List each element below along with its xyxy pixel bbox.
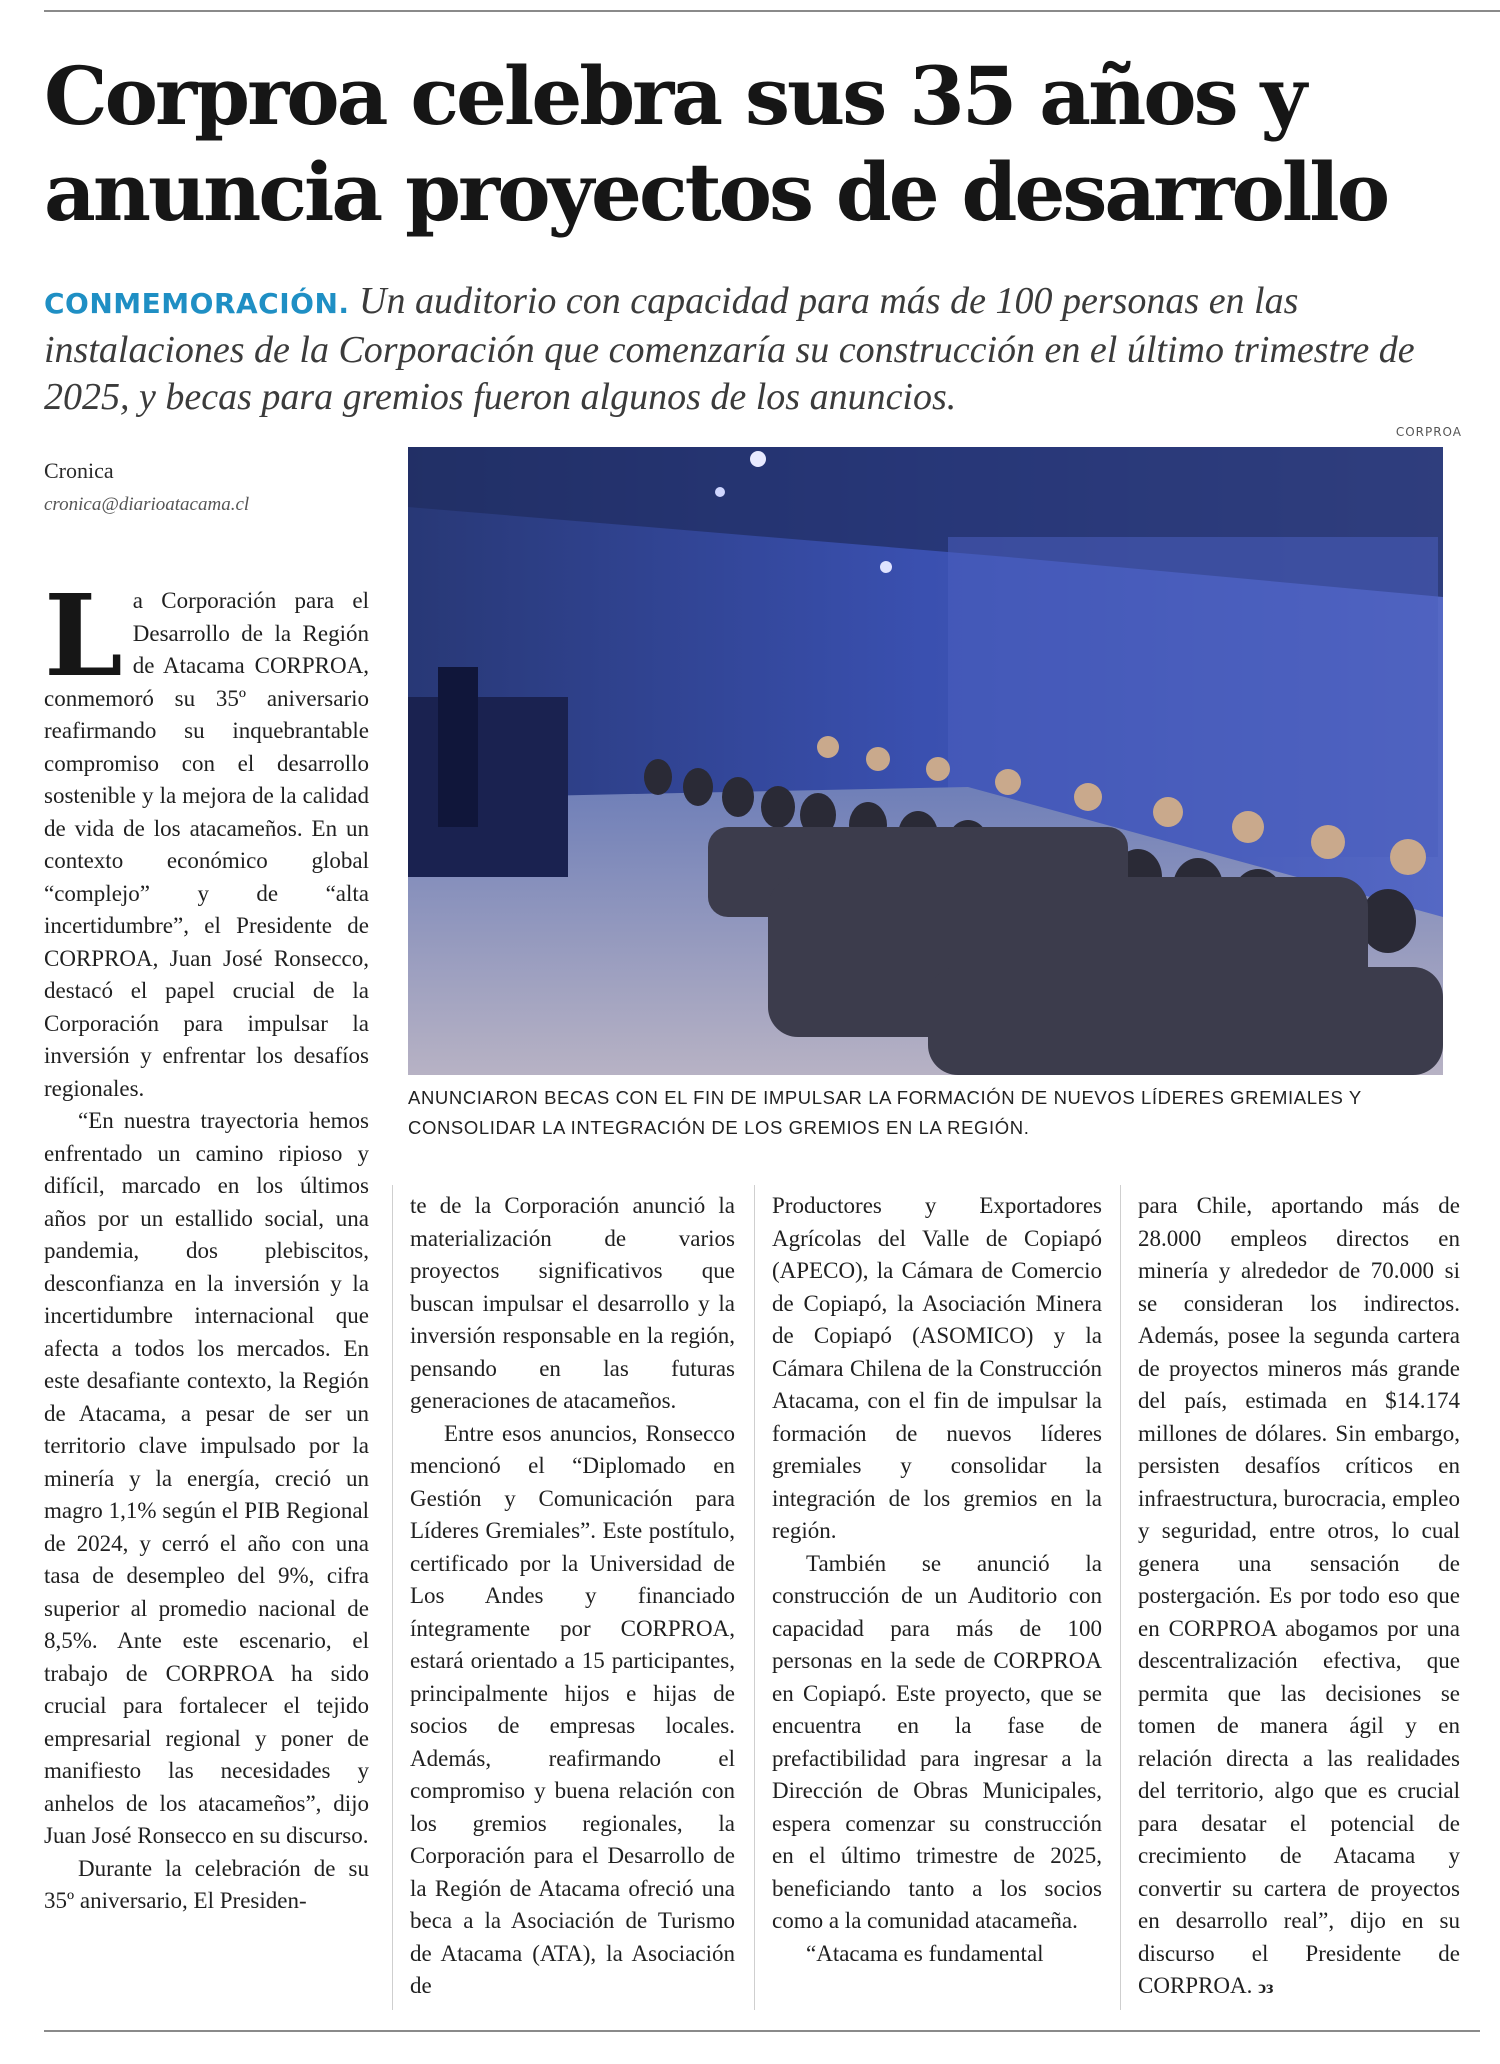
- column-2: [410, 1190, 735, 2003]
- dek-text: Un auditorio con capacidad para más de 100 personas en las instalaciones de la Corporación que comenzaría su construcción en el último trimestre de 2025, y becas para gremios fueron algunos de los anuncios.: [44, 280, 1415, 418]
- event-photo: [408, 447, 1443, 1075]
- kicker: CONMEMORACIÓN.: [44, 287, 350, 320]
- column-4: [1138, 1190, 1460, 2004]
- col1-para-3: Durante la celebración de su 35º aniversario, El Presiden-: [44, 1855, 369, 1913]
- auditorium-illustration: [408, 447, 1443, 1075]
- col1-para-1: La Corporación para el Desarrollo de la Región de Atacama CORPROA, conmemoró su 35º aniversario reafirmando su inquebrantable compromiso con el desarrollo sostenible y la mejora de la calidad de vida de los atacameños. En un contexto económico global “complejo” y de “alta incertidumbre”, el Presidente de CORPROA, Juan José Ronsecco, destacó el papel crucial de la Corporación para impulsar la inversión y enfrentar los desafíos regionales.: [44, 571, 369, 1101]
- col3-para-2: También se anunció la construcción de un Auditorio con capacidad para más de 100 personas en la sede de CORPROA en Copiapó. Este proyecto, que se encuentra en la fase de prefactibilidad para ingresar a la Dirección de Obras Municipales, espera comenzar su construcción en el último trimestre de 2025, beneficiando tanto a los socios como a la comunidad atacameña.: [772, 1550, 1102, 1933]
- byline: [44, 458, 249, 516]
- dek: [44, 278, 1464, 421]
- column-3: [772, 1190, 1102, 1970]
- col3-para-1: Productores y Exportadores Agrícolas del Valle de Copiapó (APECO), la Cámara de Comercio de Copiapó, la Asociación Minera de Copiapó (ASOMICO) y la Cámara Chilena de la Construcción Atacama, con el fin de impulsar la formación de nuevos líderes gremiales y consolidar la integración de los gremios en la región.: [772, 1193, 1102, 1543]
- byline-name: Cronica: [44, 458, 114, 483]
- photo-credit: CORPROA: [1395, 425, 1462, 439]
- photo-caption: ANUNCIARON BECAS CON EL FIN DE IMPULSAR LA FORMACIÓN DE NUEVOS LÍDERES GREMIALES Y CONSOLIDAR LA INTEGRACIÓN DE LOS GREMIOS EN LA REGIÓN.: [408, 1087, 1362, 1138]
- col1-para-2: “En nuestra trayectoria hemos enfrentado un camino ripioso y difícil, marcado en los últimos años por un estallido social, una pandemia, dos plebiscitos, desconfianza en la inversión y la incertidumbre internacional que afecta a todos los mercados. En este desafiante contexto, la Región de Atacama, a pesar de ser un territorio clave impulsado por la minería y la energía, creció un magro 1,1% según el PIB Regional de 2024, y cerró el año con una tasa de desempleo del 9%, cifra superior al promedio nacional de 8,5%. Ante este escenario, el trabajo de CORPROA ha sido crucial para fortalecer el tejido empresarial regional y poner de manifiesto las necesidades y anhelos de los atacameños”, dijo Juan José Ronsecco en su discurso.: [44, 1108, 369, 1848]
- col2-para-2: Entre esos anuncios, Ronsecco mencionó el “Diplomado en Gestión y Comunicación para Líderes Gremiales”. Este postítulo, certificado por la Universidad de Los Andes y financiado íntegramente por CORPROA, estará orientado a 15 participantes, principalmente hijos e hijas de socios de empresas locales. Además, reafirmando el compromiso y buena relación con los gremios regionales, la Corporación para el Desarrollo de la Región de Atacama ofreció una beca a la Asociación de Turismo de Atacama (ATA), la Asociación de: [410, 1420, 735, 1998]
- end-mark: ↄз: [1258, 1977, 1274, 1997]
- drop-cap: L: [44, 571, 123, 702]
- col2-para-1: te de la Corporación anunció la materialización de varios proyectos significativos que buscan impulsar el desarrollo y la inversión responsable en la región, pensando en las futuras generaciones de atacameños.: [410, 1193, 735, 1413]
- col3-para-3: “Atacama es fundamental: [806, 1940, 1044, 1966]
- bottom-rule: [44, 2030, 1480, 2032]
- column-divider: [392, 1185, 393, 2010]
- col4-para-1: para Chile, aportando más de 28.000 empleos directos en minería y alrededor de 70.000 si se consideran los indirectos. Además, posee la segunda cartera de proyectos mineros más grande del país, estimada en $14.174 millones de dólares. Sin embargo, persisten desafíos críticos en infraestructura, burocracia, empleo y seguridad, entre otros, lo cual genera una sensación de postergación. Es por todo eso que en CORPROA abogamos por una descentralización efectiva, que permita que las decisiones se tomen de manera ágil y en relación directa a las realidades del territorio, algo que es crucial para desatar el potencial de crecimiento de Atacama y convertir su cartera de proyectos en desarrollo real”, dijo en su discurso el Presidente de CORPROA. ↄз: [1138, 1193, 1460, 1998]
- byline-email: cronica@diarioatacama.cl: [44, 494, 250, 515]
- column-divider: [1120, 1185, 1121, 2010]
- column-divider: [754, 1185, 755, 2010]
- top-rule: [44, 10, 1500, 12]
- column-1: [44, 571, 369, 1918]
- headline: Corproa celebra sus 35 años y anuncia proyectos de desarrollo: [44, 49, 1388, 239]
